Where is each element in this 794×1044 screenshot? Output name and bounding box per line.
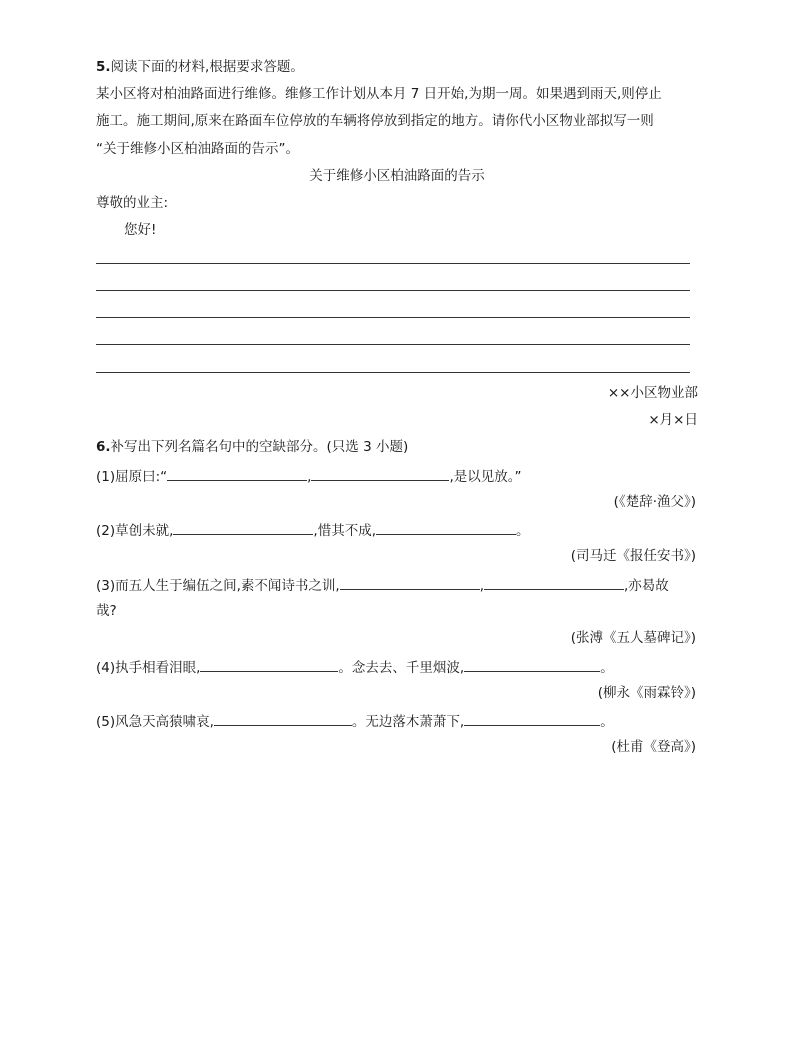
q6-number: 6.: [96, 439, 111, 455]
item-text: 。: [600, 714, 614, 730]
item-text: 草创未就,: [115, 523, 174, 539]
fill-blank[interactable]: [376, 519, 516, 535]
q5-prompt: 阅读下面的材料,根据要求答题。: [110, 59, 304, 75]
item-text: 。念去去、千里烟波,: [338, 660, 465, 676]
item-text: 。: [516, 523, 530, 539]
q6-item-2-source: (司马迁《报任安书》): [570, 548, 696, 564]
q6-prompt: 补写出下列名篇名句中的空缺部分。(只选 3 小题): [110, 439, 409, 455]
q5-material-line-1: 某小区将对柏油路面进行维修。维修工作计划从本月 7 日开始,为期一周。如果遇到雨天,则停止: [96, 86, 662, 102]
notice-title: 关于维修小区柏油路面的告示: [309, 168, 485, 184]
item-number: (4): [96, 660, 116, 676]
item-text: ,: [479, 578, 485, 594]
q6-item-5-source: (杜甫《登高》): [611, 739, 696, 755]
answer-line-5[interactable]: [96, 372, 690, 373]
notice-greeting: 您好!: [124, 222, 157, 238]
notice-date: ×月×日: [648, 412, 698, 428]
fill-blank[interactable]: [167, 465, 307, 481]
q5-heading: [96, 57, 304, 77]
q6-heading: [96, 437, 408, 457]
item-text: 屈原曰:“: [115, 469, 168, 485]
notice-salutation: 尊敬的业主:: [96, 195, 169, 211]
fill-blank[interactable]: [340, 574, 480, 590]
item-text: 。: [600, 660, 614, 676]
fill-blank[interactable]: [311, 465, 449, 481]
item-number: (1): [96, 469, 116, 485]
item-number: (5): [96, 714, 116, 730]
fill-blank[interactable]: [464, 710, 600, 726]
answer-line-4[interactable]: [96, 344, 690, 345]
q6-item-4: [96, 656, 614, 678]
q6-item-2: [96, 519, 530, 541]
item-text: ,惜其不成,: [313, 523, 377, 539]
item-text: 风急天高猿啸哀,: [115, 714, 214, 730]
fill-blank[interactable]: [464, 656, 600, 672]
q5-number: 5.: [96, 59, 111, 75]
q6-item-5: [96, 710, 614, 732]
answer-line-1[interactable]: [96, 263, 690, 264]
q6-item-4-source: (柳永《雨霖铃》): [597, 685, 696, 701]
q6-item-1-source: (《楚辞·渔父》): [613, 494, 696, 510]
item-text: 而五人生于编伍之间,素不闻诗书之训,: [115, 578, 340, 594]
fill-blank[interactable]: [173, 519, 313, 535]
q6-item-3-continued: 哉?: [96, 603, 117, 619]
q6-item-3: [96, 574, 669, 596]
item-number: (2): [96, 523, 116, 539]
q5-material-line-3: “关于维修小区柏油路面的告示”。: [96, 141, 299, 157]
notice-signature: ××小区物业部: [607, 385, 698, 401]
q6-item-3-source: (张溥《五人墓碑记》): [570, 630, 696, 646]
fill-blank[interactable]: [484, 574, 624, 590]
q6-item-1: [96, 465, 522, 487]
item-text: ,是以见放。”: [449, 469, 522, 485]
fill-blank[interactable]: [200, 656, 338, 672]
answer-line-3[interactable]: [96, 317, 690, 318]
answer-line-2[interactable]: [96, 290, 690, 291]
item-text: ,: [307, 469, 312, 485]
item-text: 。无边落木萧萧下,: [351, 714, 465, 730]
item-text: ,亦曷故: [624, 578, 669, 594]
fill-blank[interactable]: [214, 710, 352, 726]
q5-material-line-2: 施工。施工期间,原来在路面车位停放的车辆将停放到指定的地方。请你代小区物业部拟写一则: [96, 113, 654, 129]
item-text: 执手相看泪眼,: [115, 660, 201, 676]
item-number: (3): [96, 578, 116, 594]
